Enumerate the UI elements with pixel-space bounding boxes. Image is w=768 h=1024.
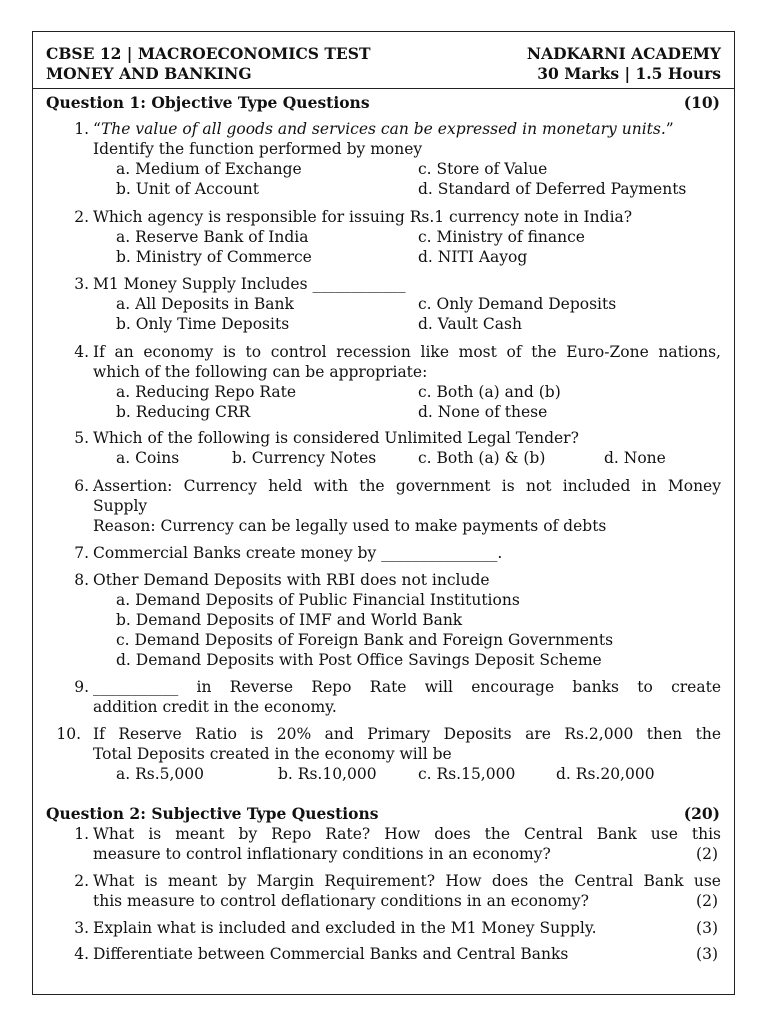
- q1-4-option-b: b. Reducing CRR: [116, 403, 251, 421]
- q1-title: Question 1: Objective Type Questions: [46, 93, 370, 112]
- q1-6-assertion: Assertion: Currency held with the government is not included in Money: [93, 477, 721, 495]
- q1-8-text: Other Demand Deposits with RBI does not include: [93, 571, 490, 589]
- q1-1-option-c: c. Store of Value: [418, 160, 548, 178]
- header-row-1: [46, 44, 721, 64]
- q1-2-number: 2.: [74, 208, 89, 226]
- q1-2-option-c: c. Ministry of finance: [418, 228, 585, 246]
- q1-9-text-line2: addition credit in the economy.: [93, 698, 337, 716]
- q1-3-text: M1 Money Supply Includes ____________: [93, 275, 406, 293]
- q2-1-text-line2: measure to control inflationary conditions in an economy?: [93, 845, 551, 863]
- q2-2-text: What is meant by Margin Requirement? How does the Central Bank use: [93, 872, 721, 890]
- q2-2-text-line2: this measure to control deflationary conditions in an economy?: [93, 892, 589, 910]
- q1-10-option-b: b. Rs.10,000: [278, 765, 377, 783]
- q1-1-option-b: b. Unit of Account: [116, 180, 260, 198]
- q1-heading: [46, 93, 720, 113]
- q2-1-text: What is meant by Repo Rate? How does the Central Bank use this: [93, 825, 721, 843]
- q2-1-marks: (2): [696, 845, 718, 863]
- q1-4-text-line2: which of the following can be appropriate:: [93, 363, 428, 381]
- q1-10-option-d: d. Rs.20,000: [556, 765, 655, 783]
- q1-4-text: If an economy is to control recession like most of the Euro-Zone nations,: [93, 343, 721, 361]
- q1-9-number: 9.: [74, 678, 89, 696]
- q1-2-option-b: b. Ministry of Commerce: [116, 248, 312, 266]
- q1-2-option-d: d. NITI Aayog: [418, 248, 528, 266]
- q2-4-marks: (3): [696, 945, 718, 963]
- q2-title: Question 2: Subjective Type Questions: [46, 804, 379, 823]
- test-title: CBSE 12 | MACROECONOMICS TEST: [46, 44, 371, 63]
- q1-4-option-c: c. Both (a) and (b): [418, 383, 561, 401]
- q1-3-option-a: a. All Deposits in Bank: [116, 295, 294, 313]
- q1-10-option-a: a. Rs.5,000: [116, 765, 205, 783]
- q1-4-option-d: d. None of these: [418, 403, 548, 421]
- q1-5-option-c: c. Both (a) & (b): [418, 449, 546, 467]
- q1-8-option-d: d. Demand Deposits with Post Office Savings Deposit Scheme: [116, 651, 602, 669]
- q1-7-number: 7.: [74, 544, 89, 562]
- q1-marks: (10): [683, 93, 720, 112]
- q1-4-number: 4.: [74, 343, 89, 361]
- q1-2-option-a: a. Reserve Bank of India: [116, 228, 309, 246]
- header-divider: [32, 88, 735, 89]
- q2-2-marks: (2): [696, 892, 718, 910]
- q1-3-option-c: c. Only Demand Deposits: [418, 295, 617, 313]
- q2-4-number: 4.: [74, 945, 89, 963]
- q1-8-option-a: a. Demand Deposits of Public Financial Institutions: [116, 591, 520, 609]
- q1-1-quote-open: “: [93, 120, 101, 138]
- q1-10-text-line2: Total Deposits created in the economy will be: [93, 745, 452, 763]
- q1-6-reason: Reason: Currency can be legally used to make payments of debts: [93, 517, 607, 535]
- q1-6-number: 6.: [74, 477, 89, 495]
- chapter-title: MONEY AND BANKING: [46, 64, 252, 83]
- q2-heading: [46, 804, 720, 824]
- q2-3-marks: (3): [696, 919, 718, 937]
- q1-10-option-c: c. Rs.15,000: [418, 765, 516, 783]
- q2-2-number: 2.: [74, 872, 89, 890]
- q1-4-option-a: a. Reducing Repo Rate: [116, 383, 297, 401]
- q1-6-assertion-line2: Supply: [93, 497, 148, 515]
- marks-duration: 30 Marks | 1.5 Hours: [537, 64, 721, 83]
- q1-1-quote-text: The value of all goods and services can be expressed in monetary units.: [100, 120, 666, 138]
- q2-3-text: Explain what is included and excluded in the M1 Money Supply.: [93, 919, 597, 937]
- q1-5-option-a: a. Coins: [116, 449, 180, 467]
- q1-5-number: 5.: [74, 429, 89, 447]
- academy-name: NADKARNI ACADEMY: [526, 44, 721, 63]
- q2-3-number: 3.: [74, 919, 89, 937]
- q1-9-text: ___________ in Reverse Repo Rate will encourage banks to create: [93, 678, 721, 696]
- q1-5-option-b: b. Currency Notes: [232, 449, 377, 467]
- q1-5-text: Which of the following is considered Unlimited Legal Tender?: [93, 429, 579, 447]
- header-row-2: [46, 64, 721, 84]
- q1-8-option-b: b. Demand Deposits of IMF and World Bank: [116, 611, 463, 629]
- q1-2-text: Which agency is responsible for issuing Rs.1 currency note in India?: [93, 208, 633, 226]
- q1-8-number: 8.: [74, 571, 89, 589]
- q1-1-quote: [93, 119, 674, 139]
- q1-3-option-b: b. Only Time Deposits: [116, 315, 290, 333]
- q1-1-number: 1.: [74, 120, 89, 138]
- q1-1-option-a: a. Medium of Exchange: [116, 160, 302, 178]
- q1-3-number: 3.: [74, 275, 89, 293]
- q1-1-option-d: d. Standard of Deferred Payments: [418, 180, 687, 198]
- q2-marks: (20): [683, 804, 720, 823]
- q1-3-option-d: d. Vault Cash: [418, 315, 522, 333]
- q1-10-number: 10.: [56, 725, 81, 743]
- q1-7-text: Commercial Banks create money by _______________.: [93, 544, 503, 562]
- q1-1-text: Identify the function performed by money: [93, 140, 423, 158]
- q2-4-text: Differentiate between Commercial Banks and Central Banks: [93, 945, 569, 963]
- q1-5-option-d: d. None: [604, 449, 666, 467]
- q1-1-quote-close: ”: [665, 120, 674, 138]
- q1-10-text: If Reserve Ratio is 20% and Primary Deposits are Rs.2,000 then the: [93, 725, 721, 743]
- q2-1-number: 1.: [74, 825, 89, 843]
- q1-8-option-c: c. Demand Deposits of Foreign Bank and Foreign Governments: [116, 631, 614, 649]
